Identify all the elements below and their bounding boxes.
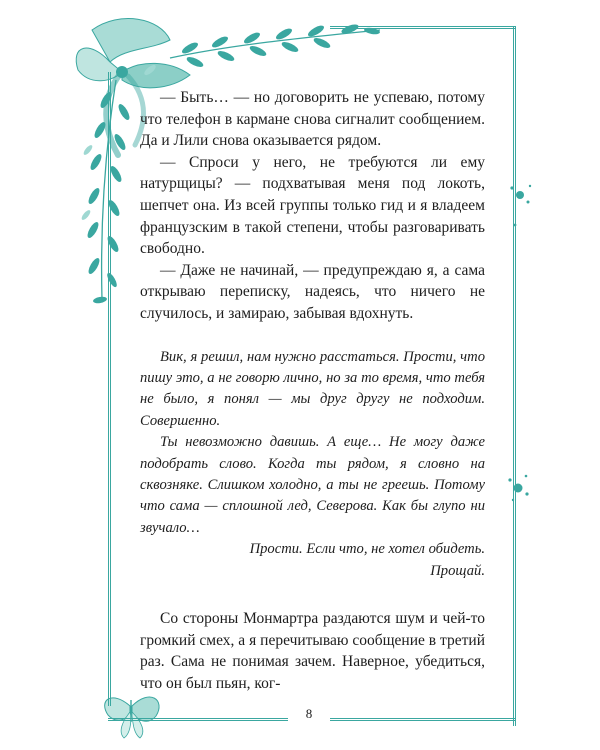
- ink-splatter-icon: [508, 185, 531, 501]
- page-text: [140, 87, 485, 694]
- frame-bottom-right-border: [330, 718, 516, 721]
- message-farewell: Прощай.: [430, 562, 485, 579]
- quoted-message: [140, 347, 485, 582]
- paragraph: Со стороны Монмартра раздаются шум и чей-то громкий смех, а я перечитываю сообщение в третий раз. Сама не понимая зачем. Наверное, убедиться, что он был пьян, ког-: [140, 610, 485, 692]
- message-paragraph: Вик, я решил, нам нужно расстаться. Прости, что пишу это, а не говорю лично, но за то время, что тебя не было, я понял — мы друг другу не подходим. Совершенно.: [140, 348, 485, 429]
- frame-left-border: [108, 72, 111, 706]
- frame-right-border: [513, 26, 516, 726]
- page-number: 8: [305, 706, 313, 721]
- frame-bottom-left-border: [108, 718, 288, 721]
- closing-text: [140, 608, 485, 694]
- paragraph: — Даже не начинай, — предупреждаю я, а сама открываю переписку, надеясь, что ничего не случилось, и замираю, забывая вдохнуть.: [140, 261, 485, 322]
- paragraph: — Быть… — но договорить не успеваю, потому что телефон в кармане снова сигналит сообщением. Да и Лили снова оказывается рядом.: [140, 89, 485, 150]
- message-signoff: Прости. Если что, не хотел обидеть.: [249, 541, 485, 558]
- message-paragraph: Ты невозможно давишь. А еще… Не могу даже подобрать слово. Когда ты рядом, я словно на сквозняке. Слишком холодно, а ты не греешь. Потому что сама — сплошной лед, Северова. Как бы глупо ни звучало…: [140, 434, 485, 536]
- frame-top-border: [330, 26, 516, 29]
- paragraph: — Спроси у него, не требуются ли ему натурщицы? — подхватывая меня под локоть, шепчет она. Из всей группы только гид и я владеем французским в такой степени, чтобы разговаривать свободно.: [140, 153, 485, 258]
